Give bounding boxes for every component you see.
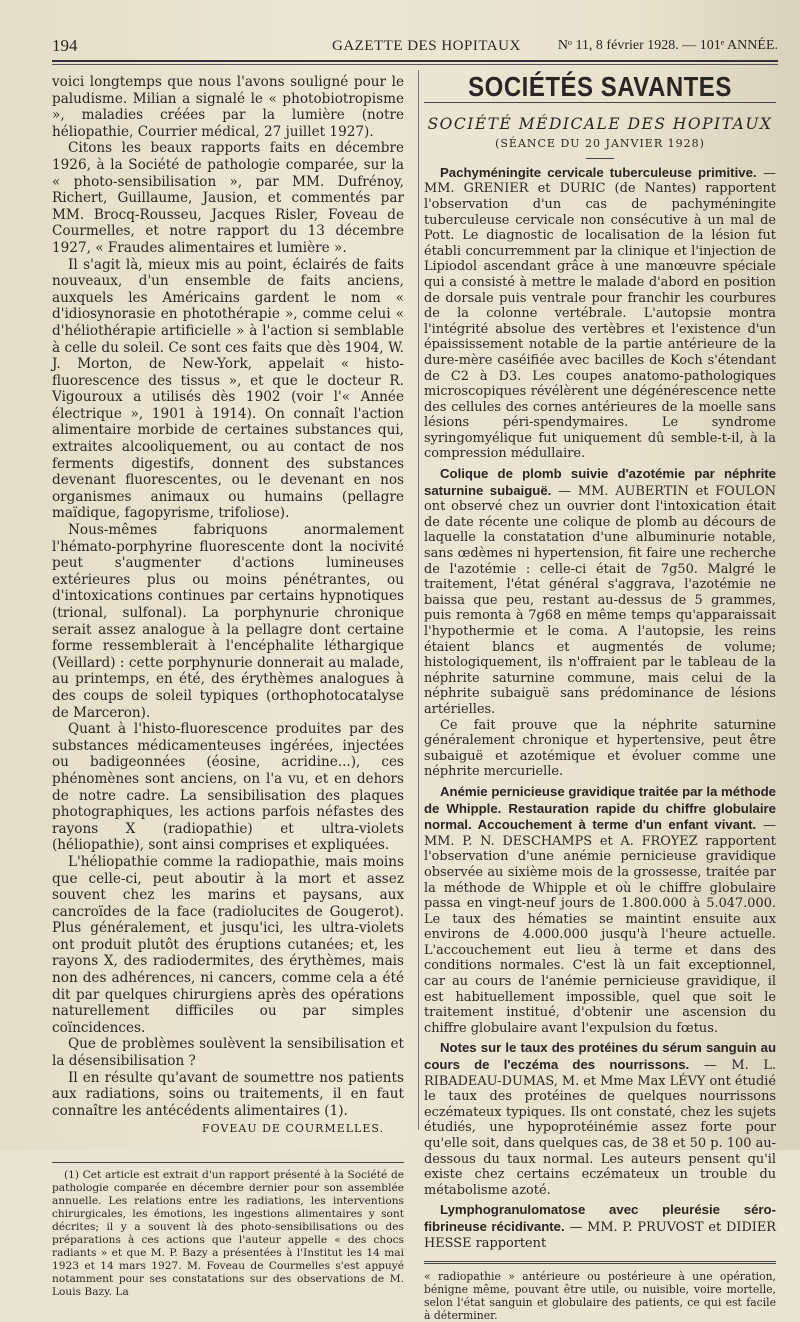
column-divider <box>418 70 419 1130</box>
issue-info: Nᵒ 11, 8 février 1928. — 101ᵉ ANNÉE. <box>557 38 778 53</box>
paragraph: Citons les beaux rapports faits en décembre 1926, à la Société de pathologie comparée, sur la « photo-sensibilisation », par MM. Dufrénoy, Richert, Guillaume, Jausion, et commentés par MM. Brocq-Rousseu, Jacques Risler, Foveau de Courmelles, et notre rapport du 13 décembre 1927, « Fraudes alimentaires et lumière ». <box>52 140 404 256</box>
article <box>424 165 776 462</box>
short-rule <box>586 158 614 159</box>
article-title: Anémie pernicieuse gravidique traitée par la méthode de Whipple. Restauration rapide du chiffre globulaire normal. Accouchement à terme d'un enfant vivant. <box>424 783 776 833</box>
article-body: — MM. P. N. DESCHAMPS et A. FROYEZ rapportent l'observation d'une anémie pernicieuse gravidique observée au sixième mois de la grossesse, traitée par la méthode de Whipple et où le chiffre globulaire passa en vingt-neuf jours de 1.800.000 à 5.047.000. Le taux des hématies se maintint ensuite aux environs de 4.000.000 jusqu'à l'heure actuelle. L'accouchement eut lieu à terme et dans des conditions normales. C'est là un fait exceptionnel, car au cours de l'anémie pernicieuse gravidique, il est habituellement impossible, quel que soit le traitement institué, d'obtenir une ascension du chiffre globulaire avant l'expulsion du fœtus. <box>424 818 776 1036</box>
article-title: Colique de plomb suivie d'azotémie par néphrite saturnine subaiguë. <box>424 466 776 498</box>
paragraph: Que de problèmes soulèvent la sensibilisation et la désensibilisation ? <box>52 1036 404 1070</box>
header-rule-thin <box>52 64 778 65</box>
article <box>424 1040 776 1198</box>
footnote-rule <box>424 1261 776 1264</box>
paragraph: Il s'agit là, mieux mis au point, éclairés de faits nouveaux, d'un ensemble de faits anciens, auxquels les Américains gardent le nom « d'idiosynorasie en photothérapie », comme celui « d'héliothérapie artificielle » à l'action si semblable à celle du soleil. Ce sont ces faits que dès 1904, W. J. Morton, de New-York, appelait « histo-fluorescence des tissus », et que le docteur R. Vigouroux a utilisés dès 1902 (voir l'« Année électrique », 1901 à 1914). On connaît l'action alimentaire morbide de certaines substances qui, extraites alcooliquement, ou au contact de nos ferments digestifs, donnent des substances devenant fluorescentes, ou le devenant en nos organismes animaux ou humains (pellagre maïdique, fagopyrisme, trifoliose). <box>52 256 404 522</box>
paragraph: voici longtemps que nous l'avons souligné pour le paludisme. Milian a signalé le « photobiotropisme », maladies créées par la lumière (notre héliopathie, Courrier médical, 27 juillet 1927). <box>52 74 404 140</box>
paragraph: Il en résulte qu'avant de soumettre nos patients aux radiations, soins ou traitements, il en faut connaître les antécédents alimentaires (1). <box>52 1069 404 1119</box>
article-body: Ce fait prouve que la néphrite saturnine généralement chronique et hypertensive, peut être subaiguë et azotémique et évoluer comme une néphrite mercurielle. <box>424 717 776 780</box>
article-title: Pachyméningite cervicale tuberculeuse primitive. <box>440 164 757 180</box>
article-body: — MM. GRENIER et DURIC (de Nantes) rapportent l'observation d'un cas de pachyméningite tuberculeuse cervicale non consécutive à un mal de Pott. Le diagnostic de localisation de la lésion fut établi concurremment par la clinique et l'injection de Lipiodol ascendant grâce à une manœuvre spéciale qui a consisté à mettre le malade d'abord en position de dorsale puis ventrale pour franchir les courbures de la colonne vertébrale. L'autopsie montra l'intégrité absolue des vertèbres et l'existence d'un épaississement notable de la partie antérieure de la dure-mère caséifiée avec bacilles de Koch s'étendant de C2 à D3. Les coupes anatomo-pathologiques microscopiques révélèrent une dégénérescence nette des cellules des cornes antérieures de la moelle sans lésions péri-spendymaires. Le syndrome syringomyélique fut uniquement dû semble-t-il, à la compression médullaire. <box>424 165 776 462</box>
running-header <box>52 36 778 58</box>
section-heading: SOCIÉTÉS SAVANTES <box>468 71 732 103</box>
author-signature: FOVEAU DE COURMELLES. <box>201 1122 384 1136</box>
article <box>424 1202 776 1251</box>
footnote-continuation: « radiopathie » antérieure ou postérieure à une opération, bénigne même, pouvant être utile, ou nuisible, voire mortelle, selon l'état sanguin et globulaire des patients, ce qui est facile à déterminer. <box>424 1270 776 1322</box>
left-column <box>52 74 404 1299</box>
article-body: — MM. AUBERTIN et FOULON ont observé chez un ouvrier dont l'intoxication était de date récente une colique de plomb au décours de laquelle la constatation d'une albuminurie notable, sans œdèmes ni hypertension, fit faire une recherche de l'azotémie : celle-ci était de 7g50. Malgré le traitement, l'état général s'aggrava, l'azotémie ne baissa que peu, restant au-dessus de 5 grammes, puis remonta à 7g68 en même temps qu'apparaissait l'hypothermie et le coma. A l'autopsie, les reins étaient blancs et augmentés de volume; histologiquement, ils n'offraient par le tableau de la néphrite saturnine commune, mais celui de la néphrite subaiguë sans prédominance de lésions artérielles. <box>424 483 777 717</box>
paragraph: Nous-mêmes fabriquons anormalement l'hémato-porphyrine fluorescente dont la nocivité peut s'augmenter d'actions lumineuses extérieures plus ou moins pénétrantes, ou d'intoxications continues par certains hypnotiques (trional, sulfonal). La porphynurie chronique serait assez analogue à la pellagre dont certaine forme ressemblerait à l'encéphalite léthargique (Veillard) : cette porphynurie donnerait au malade, au printemps, en été, des érythèmes analogues à des coups de soleil typiques (orthophotocatalyse de Marceron). <box>52 522 404 721</box>
article-title: Notes sur le taux des protéines du sérum sanguin au cours de l'eczéma des nourrissons. <box>424 1040 776 1073</box>
footnote-rule <box>52 1162 404 1163</box>
article-body: — MM. P. PRUVOST et DIDIER HESSE rapportent <box>424 1219 776 1251</box>
article-body: — M. L. RIBADEAU-DUMAS, M. et Mme Max LÉVY ont étudié le taux des protéines de quelques nourrissons eczémateux typiques. Ils ont constaté, chez les sujets étudiés, une hypoprotéinémie assez forte pour qu'elle soit, dans quelques cas, de 38 et 50 p. 100 au-dessous du taux normal. Les auteurs pensent qu'il existe chez certains eczémateux un trouble du métabolisme azoté. <box>424 1058 776 1198</box>
article-title: Lymphogranulomatose avec pleurésie séro-fibrineuse récidivante. <box>424 1202 776 1234</box>
journal-title: GAZETTE DES HOPITAUX <box>332 38 521 54</box>
paragraph: L'héliopathie comme la radiopathie, mais moins que celle-ci, peut aboutir à la mort et assez souvent chez les marins et paysans, aux cancroïdes de la face (radiolucites de Gougerot). Plus généralement, et jusqu'ici, les ultra-violets ont produit plutôt des éruptions cutanées; et, les rayons X, des radiodermites, des érythèmes, mais non des adhérences, ni cancers, comme cela a été dit par quelques chirurgiens après des opérations naturellement difficiles ou par simples coïncidences. <box>52 853 404 1036</box>
footnote: (1) Cet article est extrait d'un rapport présenté à la Société de pathologie comparée en décembre dernier pour son assemblée annuelle. Les relations entre les radiations, les interventions chirurgicales, les émotions, les ingestions alimentaires y sont décrites; il y a souvent là des photo-sensibilisations ou des préparations à ces actions que l'auteur appelle « des chocs radiants » et que M. P. Bazy a présentées à l'Institut les 14 mai 1923 et 14 mars 1927. M. Foveau de Courmelles s'est appuyé notamment pour ses constatations sur des observations de M. Louis Bazy. La <box>52 1169 404 1298</box>
right-column <box>424 71 777 1322</box>
article <box>424 466 776 780</box>
header-rule <box>52 60 778 62</box>
article <box>424 784 776 1037</box>
society-heading: SOCIÉTÉ MÉDICALE DES HOPITAUX <box>427 114 773 133</box>
session-date: (SÉANCE DU 20 JANVIER 1928) <box>495 137 705 151</box>
paragraph: Quant à l'histo-fluorescence produites par des substances médicamenteuses ingérées, injectées ou badigeonnées (éosine, acridine...), ces phénomènes sont anciens, on l'a vu, et en dehors de notre cadre. La sensibilisation des plaques photographiques, les actions parfois néfastes des rayons X (radiopathie) et ultra-violets (héliopathie), sont ainsi comprises et expliquées. <box>52 721 404 854</box>
page-number: 194 <box>52 36 78 55</box>
